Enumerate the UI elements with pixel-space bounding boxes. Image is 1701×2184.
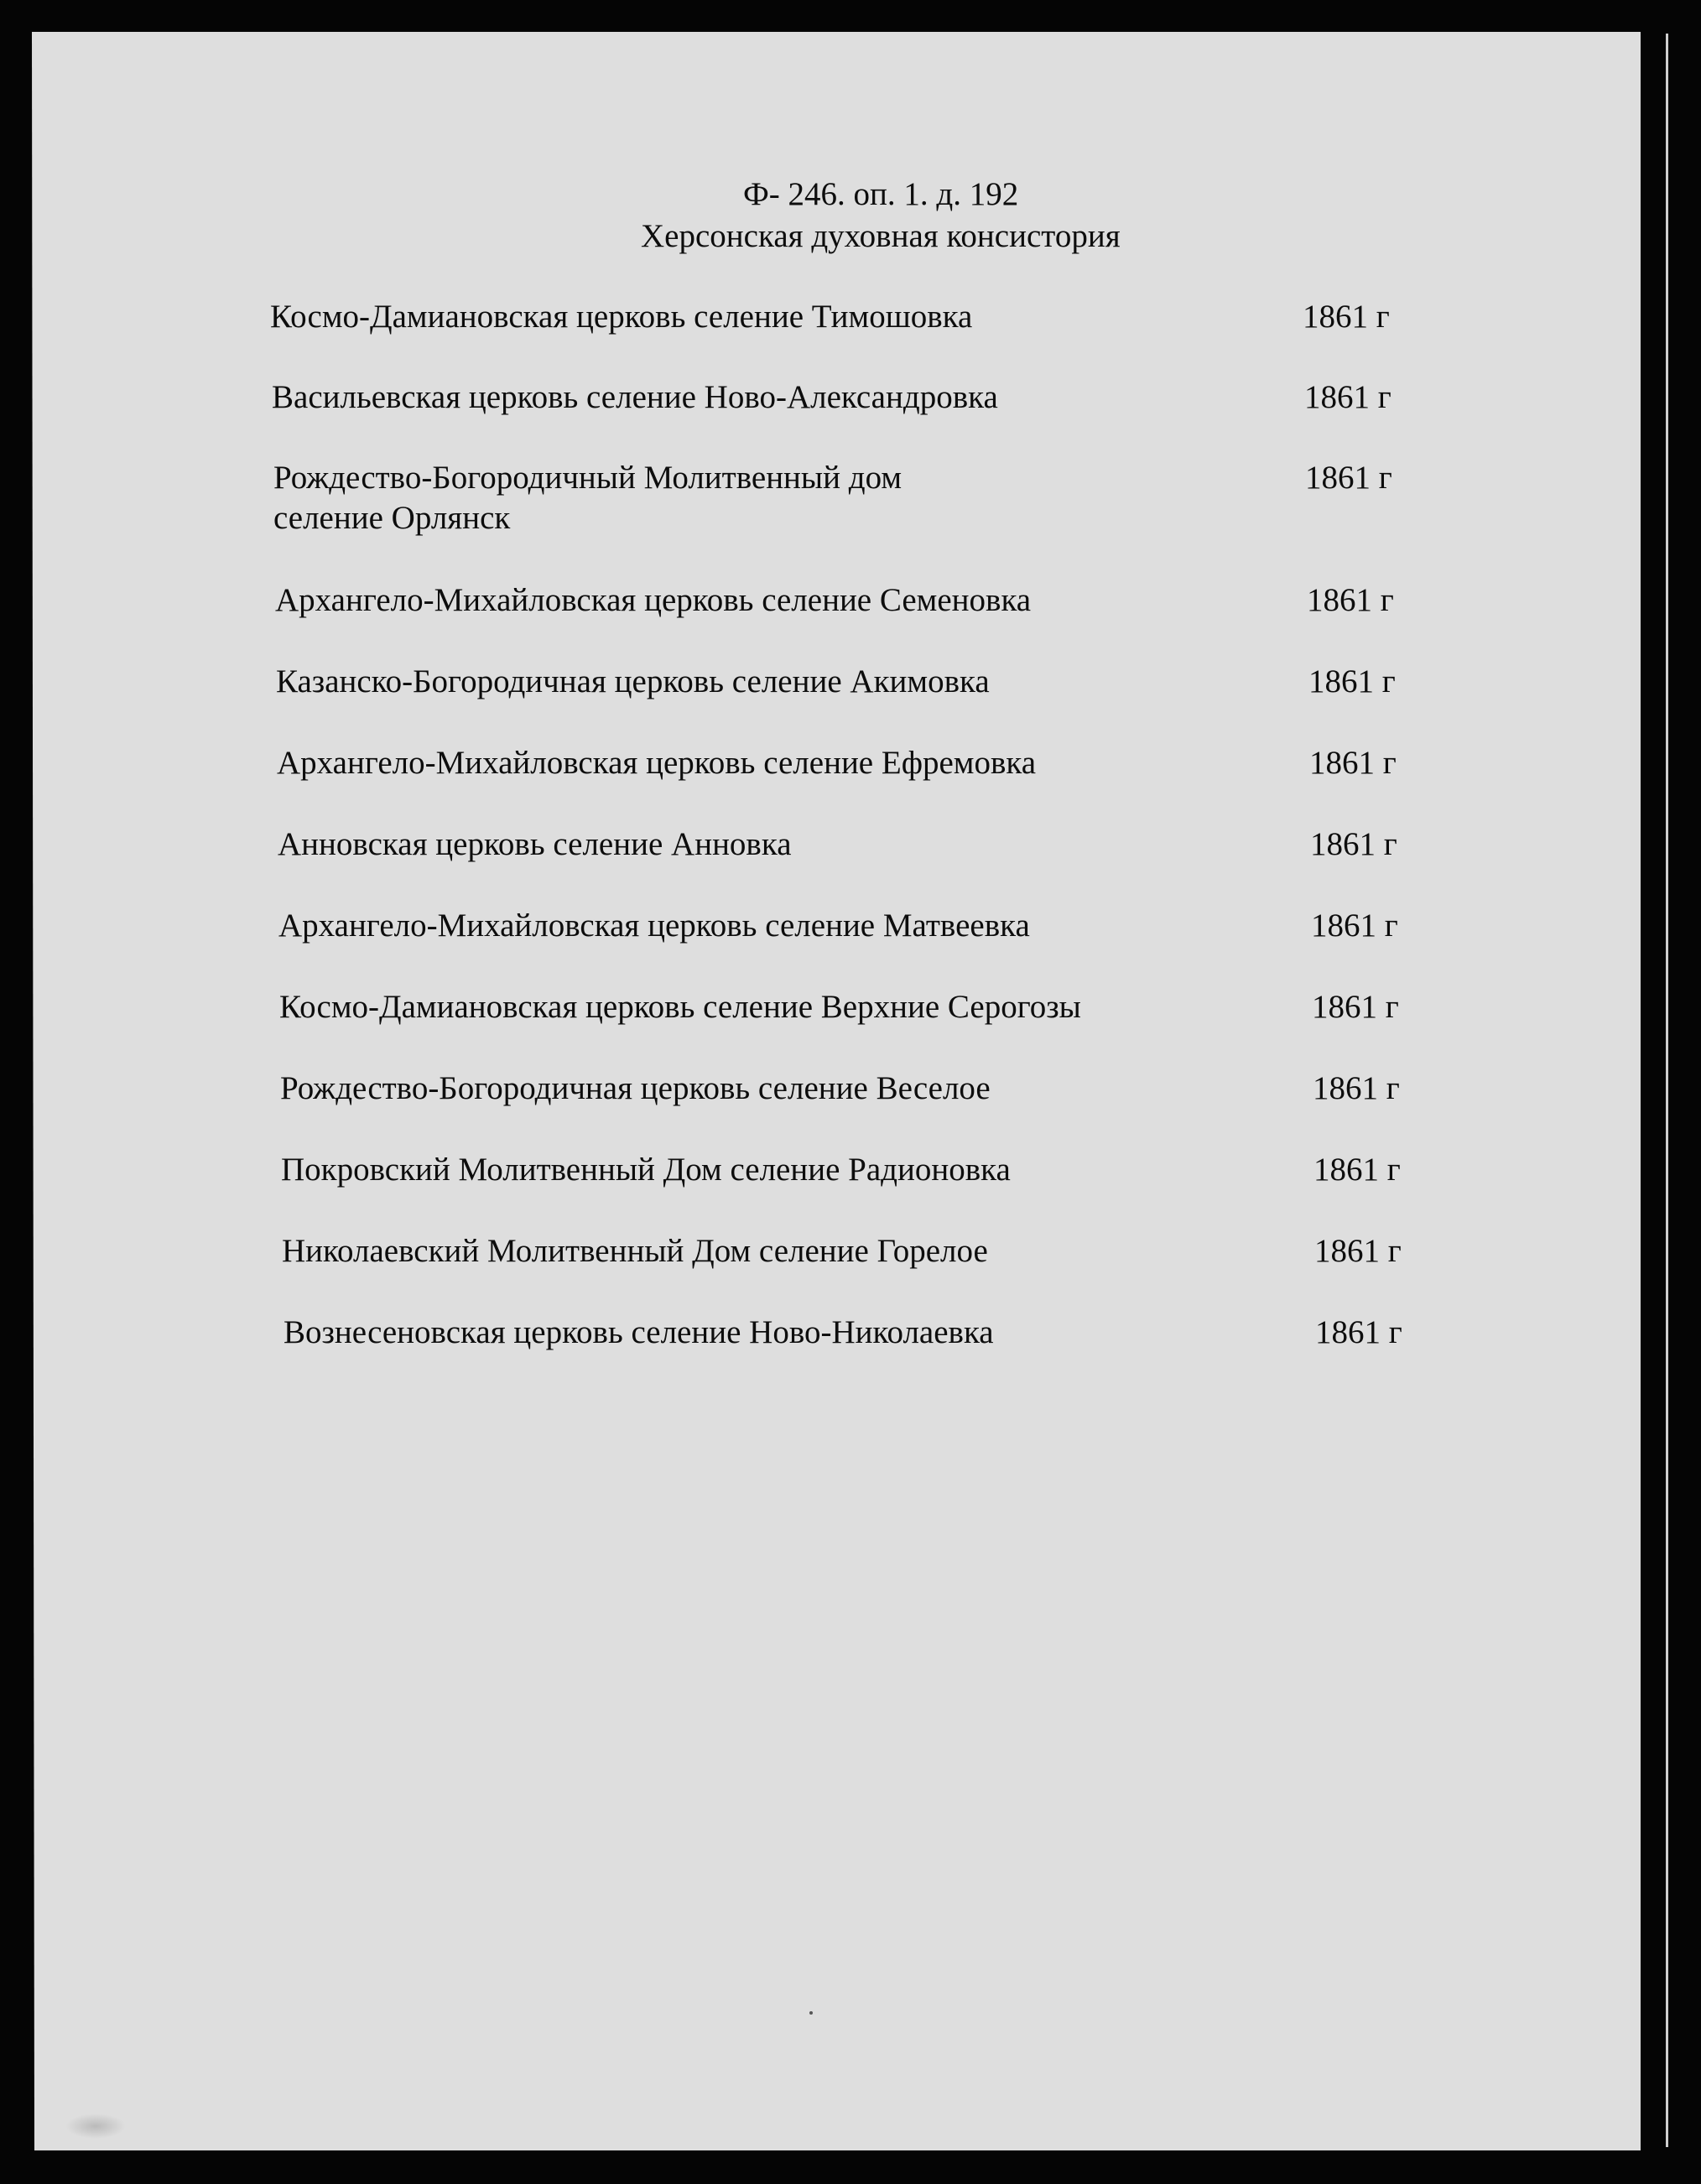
list-item [284, 1313, 994, 1353]
list-item [281, 1150, 1011, 1190]
entry-year: 1861 г [1303, 299, 1390, 335]
entry-year: 1861 г [1304, 379, 1391, 415]
entry-name: Николаевский Молитвенный Дом селение Горелое [282, 1233, 988, 1269]
list-item [280, 1069, 991, 1109]
entry-year: 1861 г [1305, 460, 1392, 496]
entry-name: Космо-Дамиановская церковь селение Тимошовка [270, 299, 973, 335]
list-item [282, 1231, 988, 1271]
list-item [277, 743, 1036, 783]
entry-name: Анновская церковь селение Анновка [278, 826, 792, 862]
entry-name: Вознесеновская церковь селение Ново-Николаевка [284, 1314, 994, 1350]
entry-year: 1861 г [1307, 582, 1394, 618]
entry-year: 1861 г [1312, 989, 1399, 1025]
entry-name: Васильевская церковь селение Ново-Александровка [272, 379, 998, 415]
entry-year: 1861 г [1311, 907, 1398, 944]
entry-name: Рождество-Богородичная церковь селение Веселое [280, 1070, 991, 1106]
list-item [278, 824, 792, 865]
list-item [276, 662, 990, 702]
entry-year: 1861 г [1310, 826, 1397, 862]
entry-name: Архангело-Михайловская церковь селение Матвеевка [278, 907, 1030, 944]
archive-code: Ф- 246. оп. 1. д. 192 [743, 176, 1019, 212]
entry-name: Архангело-Михайловская церковь селение Семеновка [275, 582, 1032, 618]
entry-year: 1861 г [1313, 1152, 1401, 1188]
list-item [270, 297, 972, 337]
entry-name: Космо-Дамиановская церковь селение Верхние Серогозы [279, 989, 1081, 1025]
entry-name: Покровский Молитвенный Дом селение Радионовка [281, 1152, 1011, 1188]
list-item [279, 987, 1081, 1027]
entry-year: 1861 г [1315, 1314, 1402, 1350]
entry-year: 1861 г [1308, 663, 1396, 699]
list-item [275, 580, 1031, 621]
entry-name: Архангело-Михайловская церковь селение Ефремовка [277, 745, 1037, 781]
list-item [272, 377, 998, 418]
entry-year: 1861 г [1314, 1233, 1402, 1269]
list-item [273, 458, 902, 538]
list-item [278, 906, 1030, 946]
entry-name: Казанско-Богородичная церковь селение Акимовка [276, 663, 990, 699]
entry-year: 1861 г [1313, 1070, 1400, 1106]
institution-name: Херсонская духовная консистория [641, 218, 1121, 254]
entry-name: Рождество-Богородичный Молитвенный дом селение Орлянск [273, 460, 903, 536]
entry-year: 1861 г [1309, 745, 1397, 781]
